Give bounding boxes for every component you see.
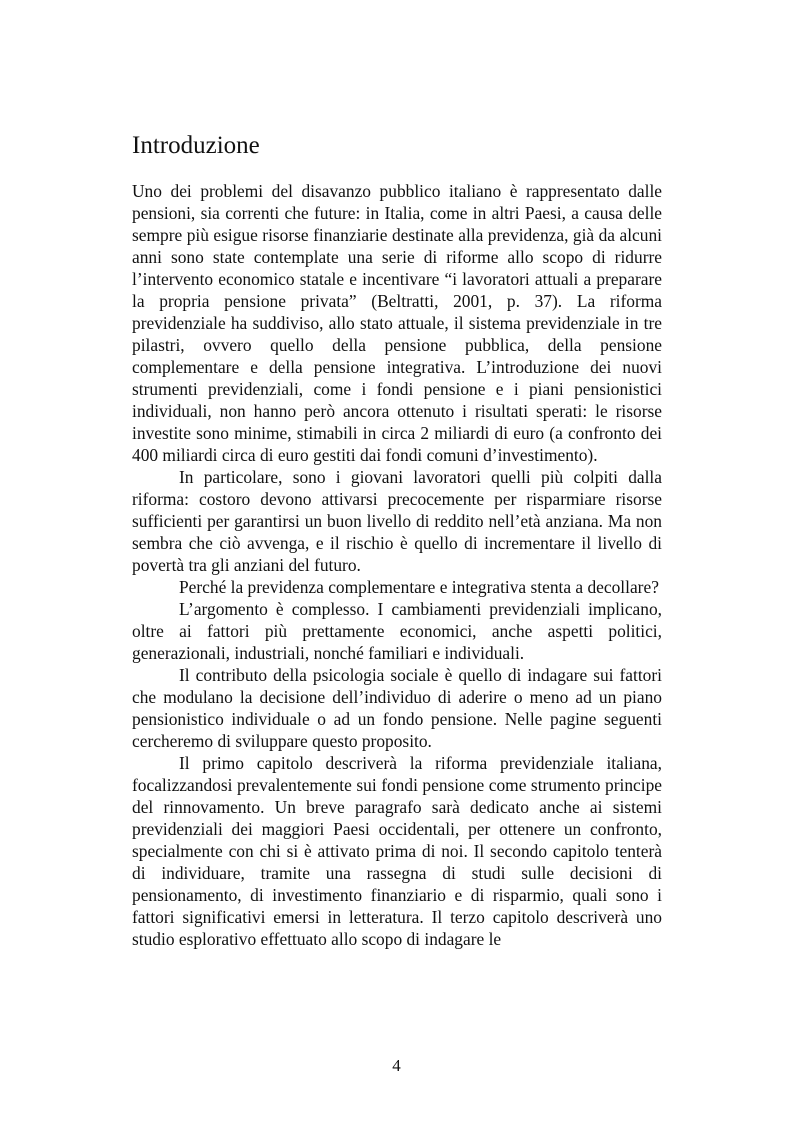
- paragraph-3: Perché la previdenza complementare e integrativa stenta a decollare?: [179, 577, 659, 597]
- page-number: 4: [392, 1056, 401, 1075]
- paragraph-1: Uno dei problemi del disavanzo pubblico italiano è rappresentato dalle pensioni, sia correnti che future: in Italia, come in altri Paesi, a causa delle sempre più esigue risorse finanziarie destinate alla previdenza, già da alcuni anni sono state contemplate una serie di riforme allo scopo di ridurre l’intervento economico statale e incentivare “i lavoratori attuali a preparare la propria pensione privata” (Beltratti, 2001, p. 37). La riforma previdenziale ha suddiviso, allo stato attuale, il sistema previdenziale in tre pilastri, ovvero quello della pensione pubblica, della pensione complementare e della pensione integrativa. L’introduzione dei nuovi strumenti previdenziali, come i fondi pensione e i piani pensionistici individuali, non hanno però ancora ottenuto i risultati sperati: le risorse investite sono minime, stimabili in circa 2 miliardi di euro (a confronto dei 400 miliardi circa di euro gestiti dai fondi comuni d’investimento).: [132, 181, 662, 465]
- paragraph-4: L’argomento è complesso. I cambiamenti previdenziali implicano, oltre ai fattori più prettamente economici, anche aspetti politici, generazionali, industriali, nonché familiari e individuali.: [132, 599, 662, 663]
- document-body: [132, 180, 662, 950]
- paragraph-5: Il contributo della psicologia sociale è quello di indagare sui fattori che modulano la decisione dell’individuo di aderire o meno ad un piano pensionistico individuale o ad un fondo pensione. Nelle pagine seguenti cercheremo di sviluppare questo proposito.: [132, 665, 662, 751]
- page-title: Introduzione: [132, 132, 260, 159]
- paragraph-6: Il primo capitolo descriverà la riforma previdenziale italiana, focalizzandosi prevalentemente sui fondi pensione come strumento principe del rinnovamento. Un breve paragrafo sarà dedicato anche ai sistemi previdenziali dei maggiori Paesi occidentali, per ottenere un confronto, specialmente con chi si è attivato prima di noi. Il secondo capitolo tenterà di individuare, tramite una rassegna di studi sulle decisioni di pensionamento, di investimento finanziario e di risparmio, quali sono i fattori significativi emersi in letteratura. Il terzo capitolo descriverà uno studio esplorativo effettuato allo scopo di indagare le: [132, 753, 662, 949]
- paragraph-2: In particolare, sono i giovani lavoratori quelli più colpiti dalla riforma: costoro devono attivarsi precocemente per risparmiare risorse sufficienti per garantirsi un buon livello di reddito nell’età anziana. Ma non sembra che ciò avvenga, e il rischio è quello di incrementare il livello di povertà tra gli anziani del futuro.: [132, 467, 662, 575]
